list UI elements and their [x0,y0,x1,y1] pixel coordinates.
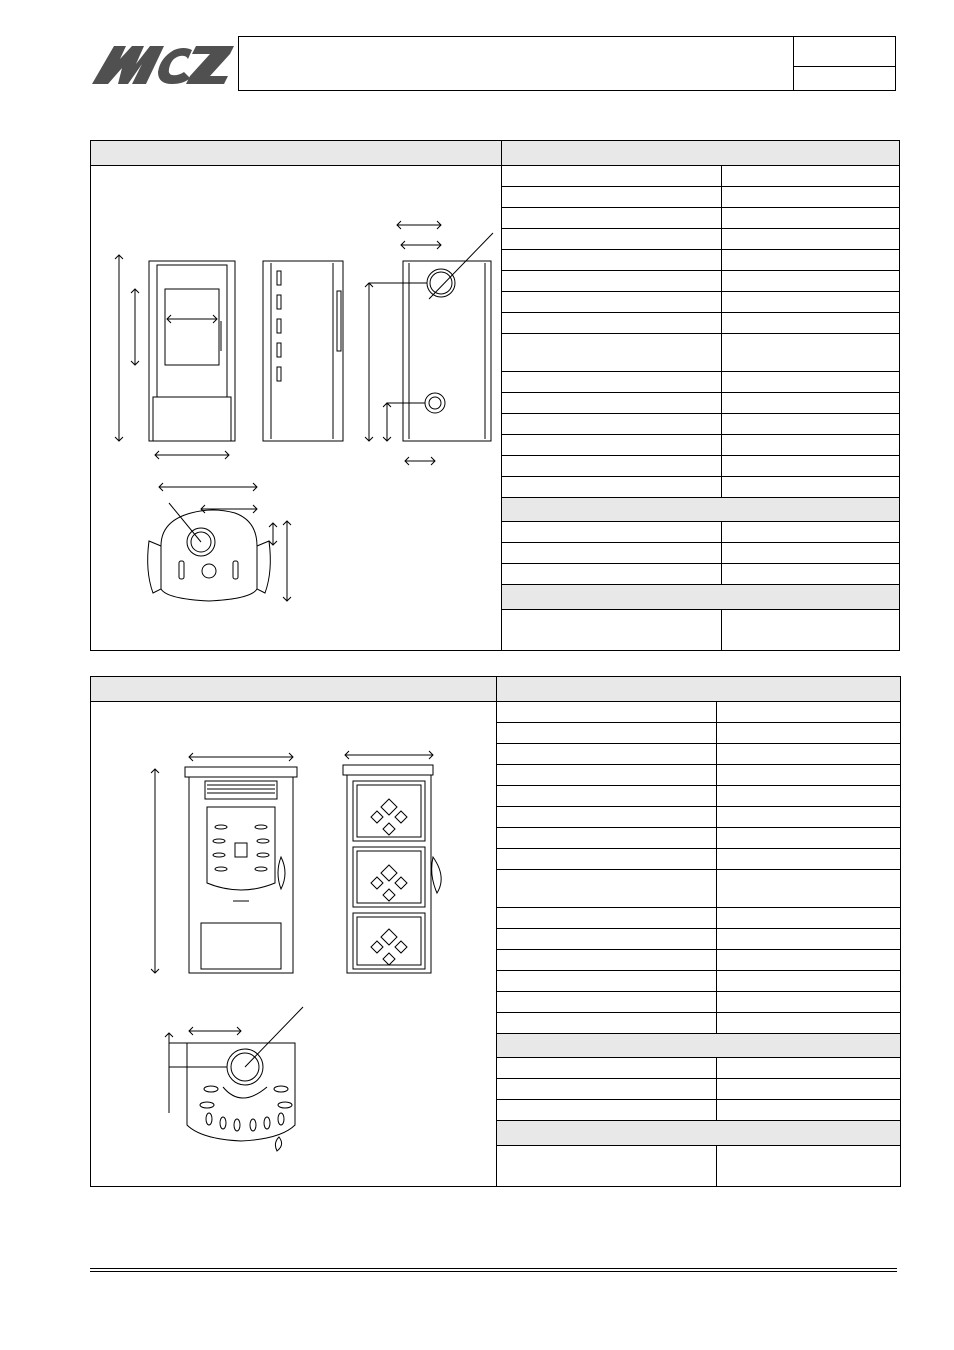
spec-column-divider [721,334,722,371]
spec-row [497,1100,900,1121]
spec-column-divider [721,477,722,497]
front-view [151,753,297,973]
logo-mark [92,46,234,84]
spec-column-divider [721,229,722,249]
spec-sheet-1 [90,140,900,651]
spec-row [497,1079,900,1100]
spec-column-divider [721,166,722,186]
spec-row [502,292,899,313]
top-view [165,1007,303,1151]
spec-section-band [497,1034,900,1058]
spec-row [502,435,899,456]
spec-heading [496,677,900,702]
spec-column-divider [716,828,717,848]
spec-row [497,744,900,765]
spec-row [502,229,899,250]
spec-column-divider [716,723,717,743]
spec-row [497,1058,900,1079]
side-view [263,261,343,441]
drawing-heading [91,677,496,702]
side-view [343,751,441,973]
rear-view [365,221,493,465]
spec-row [502,456,899,477]
spec-column-divider [716,950,717,970]
spec-column-divider [721,313,722,333]
spec-row [502,522,899,543]
spec-column-divider [716,849,717,869]
spec-column-divider [716,1146,717,1187]
spec-row [502,372,899,393]
spec-row [502,543,899,564]
spec-row [497,929,900,950]
spec-sheet-2 [90,676,901,1187]
spec-column-divider [721,271,722,291]
mcz-logo [92,42,234,86]
spec-column-divider [721,414,722,434]
spec-column-divider [716,1013,717,1033]
spec-column-divider [721,250,722,270]
header-code-box [793,37,895,90]
spec-row [497,992,900,1013]
spec-column-divider [721,187,722,207]
spec-column-divider [716,744,717,764]
spec-row [497,828,900,849]
header-code-top [794,37,895,67]
drawing-heading [91,141,501,166]
spec-column-divider [716,929,717,949]
spec-column-divider [716,870,717,907]
footer-rule [90,1268,897,1269]
spec-column-divider [716,992,717,1012]
spec-row [502,250,899,271]
spec-row [502,564,899,585]
spec-row [497,1013,900,1034]
spec-column-divider [721,564,722,584]
spec-table [502,166,899,651]
spec-column-divider [721,372,722,392]
spec-row [497,765,900,786]
spec-column-divider [721,435,722,455]
stove-drawings [101,201,501,621]
spec-row [497,950,900,971]
spec-row [502,187,899,208]
spec-row [497,723,900,744]
spec-heading [501,141,899,166]
front-view [115,255,235,459]
spec-column-divider [721,456,722,476]
spec-column-divider [721,292,722,312]
spec-row [502,610,899,651]
spec-row [502,334,899,372]
spec-column-divider [716,1058,717,1078]
spec-column-divider [721,522,722,542]
spec-column-divider [716,971,717,991]
spec-column-divider [716,807,717,827]
spec-row [497,807,900,828]
spec-column-divider [716,786,717,806]
spec-table [497,702,900,1187]
spec-column-divider [716,765,717,785]
spec-row [497,908,900,929]
stove-drawings [141,737,491,1167]
spec-column-divider [721,208,722,228]
spec-column-divider [716,702,717,722]
spec-column-divider [716,1100,717,1120]
spec-row [497,702,900,723]
spec-section-band [502,498,899,522]
spec-row [497,870,900,908]
spec-section-band [497,1121,900,1146]
document-header [238,36,896,91]
spec-row [497,786,900,807]
spec-column-divider [721,393,722,413]
spec-row [497,1146,900,1187]
spec-row [502,208,899,229]
spec-row [502,166,899,187]
footer-rule-secondary [90,1271,897,1272]
spec-column-divider [716,908,717,928]
top-view [148,483,291,601]
spec-row [502,271,899,292]
spec-column-divider [721,543,722,563]
spec-row [497,849,900,870]
spec-row [502,313,899,334]
spec-row [502,414,899,435]
spec-row [502,477,899,498]
spec-section-band [502,585,899,610]
spec-column-divider [721,610,722,651]
spec-column-divider [716,1079,717,1099]
spec-row [497,971,900,992]
spec-row [502,393,899,414]
